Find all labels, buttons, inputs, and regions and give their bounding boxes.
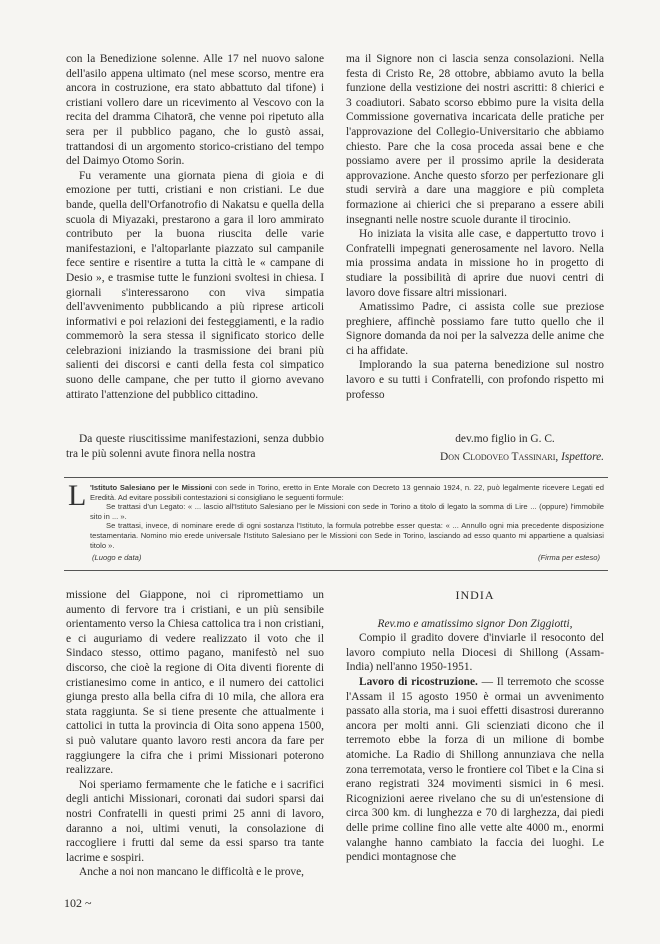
paragraph: Ho iniziata la visita alle case, e dappertutto trovo i Confratelli impegnati generosamente nel lavoro. Nella mia prossima andata in missione ho in progetto di studiare la possibilità di aprire due nuovi centri di lavoro dove fissare altri missionari. [346,228,604,299]
paragraph-text: — Il terremoto che scosse l'Assam il 15 agosto 1950 è ormai un avvenimento passato alla storia, ma i suoi effetti disastrosi dureranno ancora per molti anni. Gli scienziati dicono che il terremoto ebbe la forza di un milione di bombe atomiche. La Radio di Shillong annunziava che nella zona terremotata, verso le frontiere col Tibet e la Cina si erano registrati 324 movimenti sismici in 6 mesi. Ricognizioni aeree rivelano che su di un'estensione di circa 300 km. di lunghezza e 70 di larghezza, dai piedi delle prime colline fino alle vette alte 4000 m., enormi valanghe hanno cambiato la faccia dei luoghi. Le pendici montagnose che [346,675,605,864]
notice-main: con sede in Torino, eretto in Ente Morale con Decreto 13 gennaio 1924, n. 22, può legalmente ricevere Legati ed Eredità. Ad evitare possibili contestazioni si consigliano le seguenti formule: [90,483,604,502]
paragraph: Da queste riuscitissime manifestazioni, senza dubbio tra le più solenni avute finora nella nostra [66,433,324,460]
paragraph: Noi speriamo fermamente che le fatiche e i sacrifici degli antichi Missionari, coronati dai sudori sparsi dai nostri Confratelli in questi primi 25 anni di lavoro, daranno a noi, ultimi venuti, la consolazione di raccogliere i frutti dal seme da essi sparso tra tante lacrime e sospiri. [66,778,324,864]
paragraph: missione del Giappone, noi ci ripromettiamo un aumento di fervore tra i cristiani, e un più sensibile orientamento verso la Chiesa cattolica tra i non cristiani, e ci auguriamo di vedere realizzato il voto che il Sindaco stesso, ottimo pagano, manifestò nel suo discorso, che cioè la regione di Oita diventi fiorente di cristianesimo come in antico, e il numero dei cattolici giunga presto alla bella cifra di 10 mila, che allora era stata raggiunta. Se si tiene presente che attualmente i cattolici in tutta la provincia di Oita sono appena 1500, si può valutare quanto lavoro resti ancora da fare per raggiungere la cifra che i primi Missionari poterono realizzare. [66,589,324,777]
signatory-role: Ispettore. [561,450,604,463]
notice-lead: 'Istituto Salesiano per le Missioni [90,483,212,492]
top-left-column-tail [66,432,324,461]
page-number: 102 ~ [64,896,92,910]
run-in-heading: Lavoro di ricostruzione. [359,675,478,688]
paragraph: Implorando la sua paterna benedizione sul nostro lavoro e su tutti i Confratelli, con profondo rispetto mi professo [346,359,604,401]
notice-legacy-formula: Se trattasi d'un Legato: « ... lascio all'Istituto Salesiano per le Missioni con sede in Torino a titolo di legato la somma di Lire ... (oppure) l'immobile sito in ... ». [90,502,604,521]
legacy-notice-box [64,477,608,571]
bottom-left-column [66,588,324,880]
signature-block [346,432,604,464]
section-title: INDIA [455,588,495,602]
notice-place-date: (Luogo e data) [92,553,142,562]
top-left-column [66,52,324,402]
bottom-right-column [346,588,604,865]
paragraph: con la Benedizione solenne. Alle 17 nel nuovo salone dell'asilo appena ultimato (nel mese scorso, mentre era ancora in costruzione, era stato abbattuto dal tifone) i cristiani vollero dare un ricevimento al Vescovo con la recita del dramma Cihatorā, che venne poi ripetuto alla sera per il pubblico pagano, che lo gustò assai, trattandosi di un argomento storico-cristiano del tempo del Daimyo Otomo Sorin. [66,53,324,168]
notice-body [90,483,604,550]
notice-heir-formula: Se trattasi, invece, di nominare erede di ogni sostanza l'Istituto, la formula potrebbe esser questa: « ... Annullo ogni mia precedente disposizione testamentaria. Nomino mio erede universale l'Istituto Salesiano per le Missioni con Sede in Torino, lasciando ad esso quanto mi appartiene a qualsiasi titolo ». [90,521,604,550]
drop-cap: L [68,479,87,512]
paragraph: Amatissimo Padre, ci assista colle sue preziose preghiere, affinchè possiamo fare tutto quello che il Signore domanda da noi per la salvezza delle anime che ci ha affidate. [346,301,604,357]
paragraph [346,675,604,865]
salutation: Rev.mo e amatissimo signor Don Ziggiotti, [377,617,573,630]
closing-line: dev.mo figlio in G. C. [455,433,555,445]
notice-signature-hint: (Firma per esteso) [537,553,600,562]
paragraph: Anche a noi non mancano le difficoltà e le prove, [79,866,304,879]
paragraph: ma il Signore non ci lascia senza consolazioni. Nella festa di Cristo Re, 28 ottobre, abbiamo avuto la bella funzione della vestizione dei nostri ascritti: 8 chierici e 3 coadiutori. Sabato scorso ebbimo pure la visita della Commissione governativa incaricata delle pratiche per l'approvazione del Collegio-Universitario che abbiamo chiesto. Pare che la cosa proceda assai bene e che possiamo avere per il prossimo aprile la desiderata approvazione. Anche questo sforzo per perfezionare gli studi servirà a dare una maggiore e più completa formazione ai chierici che si preparano a essere abili insegnanti nelle nostre scuole durante il tirocinio. [346,53,604,226]
signatory [346,450,604,465]
top-right-column [346,52,604,402]
signatory-name: Don Clodoveo Tassinari, [439,450,559,463]
paragraph: Compio il gradito dovere d'inviarle il resoconto del lavoro compiuto nella Diocesi di Shillong (Assam-India) nell'anno 1950-1951. [346,632,604,674]
paragraph: Fu veramente una giornata piena di gioia e di emozione per tutti, cristiani e non cristiani. Le due bande, quella dell'Orfanotrofio di Nakatsu e quella della scuola di Miyazaki, prestarono a gara il loro ammirato contributo per la buona riuscita delle varie manifestazioni, e l'altoparlante piazzato sul campanile fece sentire e risentire a tutta la città le « campane di Desio », e trasmise tutte le funzioni svoltesi in chiesa. I giornali s'interessarono con viva simpatia dell'avvenimento pubblicando a più riprese articoli informativi e poi relazioni dei festeggiamenti, e la radio commemorò la sera stessa il significato storico delle celebrazioni iniziando la trasmissione dei brani più salienti dei discorsi e canti della festa col simpatico suono delle campane, che per tutto il giorno avevano attirato l'attenzione del pubblico cittadino. [66,169,324,401]
